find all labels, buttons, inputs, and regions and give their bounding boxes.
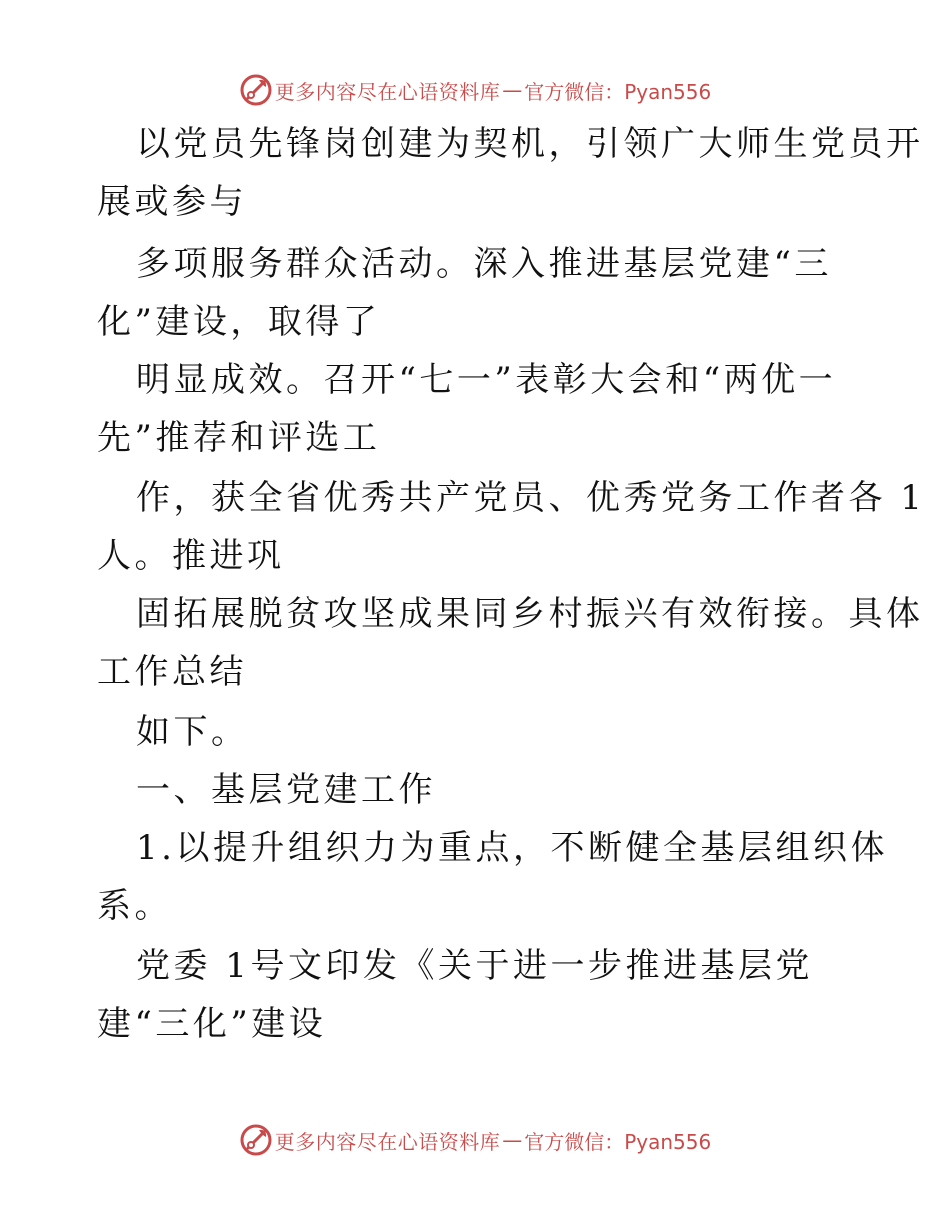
paragraph-line-4: 化”建设，取得了	[97, 302, 381, 342]
banner-separator: —	[502, 78, 523, 102]
quill-seal-icon	[239, 73, 273, 107]
paragraph-line-15: 党委 1号文印发《关于进一步推进基层党	[136, 946, 813, 986]
paragraph-line-9: 固拓展脱贫攻坚成果同乡村振兴有效衔接。具体	[136, 594, 924, 634]
section-heading: 一、基层党建工作	[136, 770, 436, 810]
wechat-id-text: 官方微信：Pyan556	[524, 79, 712, 104]
paragraph-line-14: 系。	[97, 886, 172, 926]
paragraph-line-11: 如下。	[136, 712, 249, 752]
paragraph-line-5: 明显成效。召开“七一”表彰大会和“两优一	[136, 360, 837, 400]
footer-watermark-banner	[0, 1120, 950, 1160]
paragraph-line-3: 多项服务群众活动。深入推进基层党建“三	[136, 244, 832, 284]
site-name-text: 更多内容尽在心语资料库	[274, 79, 501, 104]
quill-seal-icon	[239, 1123, 273, 1157]
paragraph-line-7: 作，获全省优秀共产党员、优秀党务工作者各 1	[136, 478, 926, 518]
site-name-text: 更多内容尽在心语资料库	[274, 1129, 501, 1154]
banner-separator: —	[502, 1128, 523, 1152]
paragraph-line-8: 人。推进巩	[97, 536, 285, 576]
paragraph-line-1: 以党员先锋岗创建为契机，引领广大师生党员开	[136, 124, 924, 164]
paragraph-line-2: 展或参与	[97, 182, 247, 222]
wechat-id-text: 官方微信：Pyan556	[524, 1129, 712, 1154]
paragraph-line-16: 建“三化”建设	[97, 1004, 327, 1044]
paragraph-line-13: 1.以提升组织力为重点，不断健全基层组织体	[136, 828, 888, 868]
paragraph-line-10: 工作总结	[97, 652, 247, 692]
paragraph-line-6: 先”推荐和评选工	[97, 418, 381, 458]
header-watermark-banner	[0, 70, 950, 110]
